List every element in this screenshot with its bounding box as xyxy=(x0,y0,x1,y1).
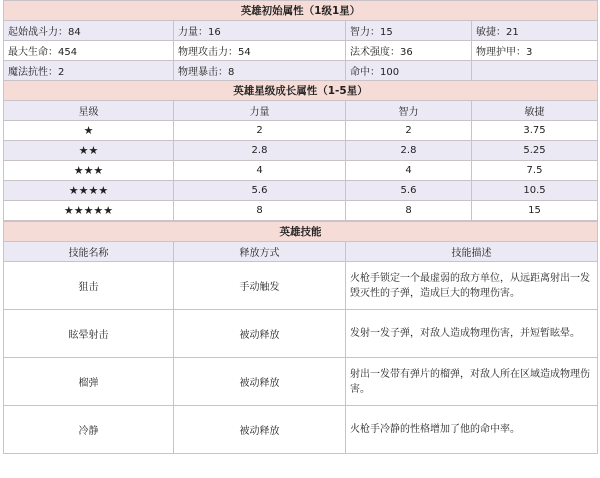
initial-cell: 力量：16 xyxy=(174,21,346,41)
growth-int: 5.6 xyxy=(346,181,472,201)
skills-section-header xyxy=(4,222,598,242)
growth-row xyxy=(4,181,598,201)
skill-row xyxy=(4,406,598,454)
growth-int: 2 xyxy=(346,121,472,141)
skill-description: 发射一发子弹，对敌人造成物理伤害，并短暂眩晕。 xyxy=(346,310,598,358)
skill-name: 狙击 xyxy=(4,262,174,310)
growth-agi: 3.75 xyxy=(472,121,598,141)
skill-mode: 被动释放 xyxy=(174,406,346,454)
growth-str: 5.6 xyxy=(174,181,346,201)
growth-row xyxy=(4,121,598,141)
growth-header-agi: 敏捷 xyxy=(472,101,598,121)
growth-section-title: 英雄星级成长属性（1-5星） xyxy=(4,81,598,101)
growth-int: 4 xyxy=(346,161,472,181)
skills-header-name: 技能名称 xyxy=(4,242,174,262)
star-rating: ★★★★ xyxy=(4,181,174,201)
star-rating: ★ xyxy=(4,121,174,141)
initial-cell: 命中：100 xyxy=(346,61,472,81)
hero-skill-table xyxy=(3,221,598,454)
initial-cell: 法术强度：36 xyxy=(346,41,472,61)
initial-row-2 xyxy=(4,41,598,61)
skills-header-row xyxy=(4,242,598,262)
star-rating: ★★ xyxy=(4,141,174,161)
hero-attribute-table xyxy=(3,0,598,221)
initial-cell: 魔法抗性：2 xyxy=(4,61,174,81)
skill-name: 眩晕射击 xyxy=(4,310,174,358)
initial-cell xyxy=(472,61,598,81)
skill-row xyxy=(4,310,598,358)
skills-section-title: 英雄技能 xyxy=(4,222,598,242)
initial-cell: 最大生命：454 xyxy=(4,41,174,61)
growth-agi: 5.25 xyxy=(472,141,598,161)
skill-mode: 被动释放 xyxy=(174,358,346,406)
skill-row xyxy=(4,358,598,406)
skill-description: 火枪手冷静的性格增加了他的命中率。 xyxy=(346,406,598,454)
initial-section-title: 英雄初始属性（1级1星） xyxy=(4,1,598,21)
growth-agi: 10.5 xyxy=(472,181,598,201)
growth-header-str: 力量 xyxy=(174,101,346,121)
initial-section-header xyxy=(4,1,598,21)
star-rating: ★★★★★ xyxy=(4,201,174,221)
initial-cell: 物理护甲：3 xyxy=(472,41,598,61)
growth-row xyxy=(4,201,598,221)
initial-cell: 物理攻击力：54 xyxy=(174,41,346,61)
growth-str: 2.8 xyxy=(174,141,346,161)
skill-row xyxy=(4,262,598,310)
skill-mode: 被动释放 xyxy=(174,310,346,358)
growth-header-row xyxy=(4,101,598,121)
skill-mode: 手动触发 xyxy=(174,262,346,310)
initial-cell: 起始战斗力：84 xyxy=(4,21,174,41)
initial-cell: 物理暴击：8 xyxy=(174,61,346,81)
initial-row-3 xyxy=(4,61,598,81)
skill-name: 冷静 xyxy=(4,406,174,454)
growth-int: 2.8 xyxy=(346,141,472,161)
skill-description: 射出一发带有弹片的榴弹，对敌人所在区域造成物理伤害。 xyxy=(346,358,598,406)
growth-str: 2 xyxy=(174,121,346,141)
initial-row-1 xyxy=(4,21,598,41)
growth-section-header xyxy=(4,81,598,101)
skill-name: 榴弹 xyxy=(4,358,174,406)
growth-header-stars: 星级 xyxy=(4,101,174,121)
skills-header-desc: 技能描述 xyxy=(346,242,598,262)
star-rating: ★★★ xyxy=(4,161,174,181)
growth-int: 8 xyxy=(346,201,472,221)
growth-agi: 7.5 xyxy=(472,161,598,181)
growth-row xyxy=(4,141,598,161)
skills-header-mode: 释放方式 xyxy=(174,242,346,262)
growth-str: 4 xyxy=(174,161,346,181)
growth-row xyxy=(4,161,598,181)
growth-str: 8 xyxy=(174,201,346,221)
initial-cell: 敏捷：21 xyxy=(472,21,598,41)
initial-cell: 智力：15 xyxy=(346,21,472,41)
growth-header-int: 智力 xyxy=(346,101,472,121)
skill-description: 火枪手锁定一个最虚弱的敌方单位，从远距离射出一发毁灭性的子弹，造成巨大的物理伤害。 xyxy=(346,262,598,310)
growth-agi: 15 xyxy=(472,201,598,221)
